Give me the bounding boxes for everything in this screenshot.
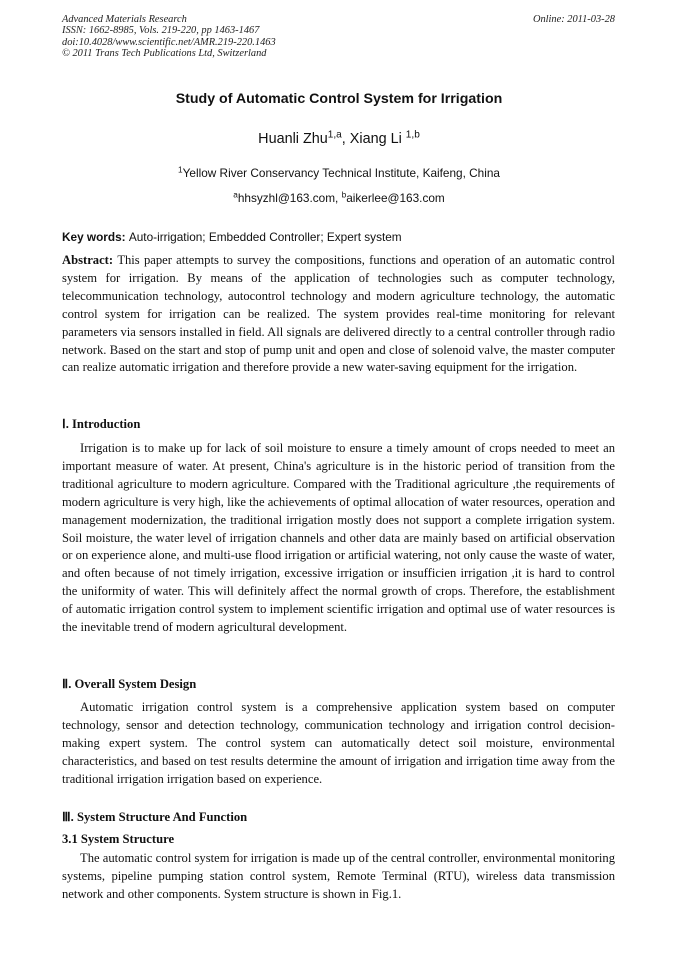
overall-design-paragraph: Automatic irrigation control system is a comprehensive application system based on computer technology, sensor and detection technology, communication technology and irrigation control decision-making expert system. The control system can automatically detect soil moisture, environmental characteristics, and based on test results determine the amount of irrigation and irrigation time away from the traditional irrigation irrigation based on experience. (62, 700, 615, 786)
author-separator: , (341, 131, 350, 147)
section-heading-overall-design: Ⅱ. Overall System Design (62, 677, 197, 691)
keywords-line (62, 230, 616, 244)
abstract-label: Abstract: (62, 253, 118, 267)
journal-header (62, 14, 615, 60)
system-structure-paragraph: The automatic control system for irrigation is made up of the central controller, environmental monitoring systems, pipeline pumping station control system, Remote Terminal (RTU), wireless data transmission network and other components. System structure is shown in Fig.1. (62, 851, 615, 901)
author-emails (0, 191, 678, 205)
doi-line: doi:10.4028/www.scientific.net/AMR.219-220.1463 (62, 36, 276, 48)
email-mark: a (233, 190, 238, 200)
affiliation-mark: 1 (178, 165, 183, 175)
author-affiliation-mark: 1,a (327, 129, 342, 141)
affiliation (0, 166, 678, 180)
copyright-line: © 2011 Trans Tech Publications Ltd, Switzerland (62, 48, 267, 60)
paper-title: Study of Automatic Control System for Irrigation (175, 91, 503, 107)
affiliation-text: Yellow River Conservancy Technical Institute, Kaifeng, China (182, 166, 500, 180)
author-name: Xiang Li (349, 131, 406, 147)
section-heading-structure-function: Ⅲ. System Structure And Function (62, 810, 248, 824)
online-date: Online: 2011-03-28 (532, 14, 615, 25)
email-address: aikerlee@163.com (346, 191, 445, 205)
keywords-label: Key words: (62, 230, 129, 244)
keywords-text: Auto-irrigation; Embedded Controller; Expert system (128, 230, 402, 244)
author-name: Huanli Zhu (258, 131, 328, 147)
email-mark: b (341, 190, 347, 200)
abstract (62, 252, 615, 377)
section-heading-introduction: Ⅰ. Introduction (62, 417, 141, 431)
email-address: hhsyzhl@163.com, (237, 191, 342, 205)
issn-line: ISSN: 1662-8985, Vols. 219-220, pp 1463-1467 (62, 25, 260, 37)
journal-name: Advanced Materials Research (62, 14, 187, 25)
introduction-paragraph: Irrigation is to make up for lack of soil moisture to ensure a timely amount of crops needed to meet an important measure of water. At present, China's agriculture is in the historic period of transition from the traditional agriculture to modern agriculture. Compared with the Traditional agriculture ,the requirements of modern agriculture is very high, like the achievements of optimal allocation of water resources, operation and management modernization, the traditional irrigation mostly does not support a complete irrigation system. Soil moisture, the water level of irrigation channels and other data are mainly based on artificial observation or on experience alone, and multi-use flood irrigation or artificial watering, not only cause the waste of water, and often because of not timely irrigation, excessive irrigation or insufficien irrigation ,it is hard to control the uniformity of water. This will definitely affect the normal growth of crops. Therefore, the establishment of automatic irrigation control system to implement scientific irrigation and optimal use of water resources is the inevitable trend of modern agricultural development. (62, 441, 615, 635)
author-affiliation-mark: 1,b (405, 129, 420, 141)
abstract-text: This paper attempts to survey the compositions, functions and operation of an automatic control system for irrigation. By means of the application of technologies such as computer technology, telecommunication technology, autocontrol technology and modern agriculture technology, the automatic control system for irrigation can be realized. The system provides real-time monitoring for relevant parameters via sensors installed in field. All signals are delivered directly to a central controller through radio network. Based on the start and stop of pump unit and open and close of solenoid valve, the master computer can realize automatic irrigation and therefore provide a new water-saving equipment for the irrigation. (62, 253, 615, 375)
subsection-heading-system-structure: 3.1 System Structure (62, 832, 175, 846)
author-list (0, 131, 678, 147)
